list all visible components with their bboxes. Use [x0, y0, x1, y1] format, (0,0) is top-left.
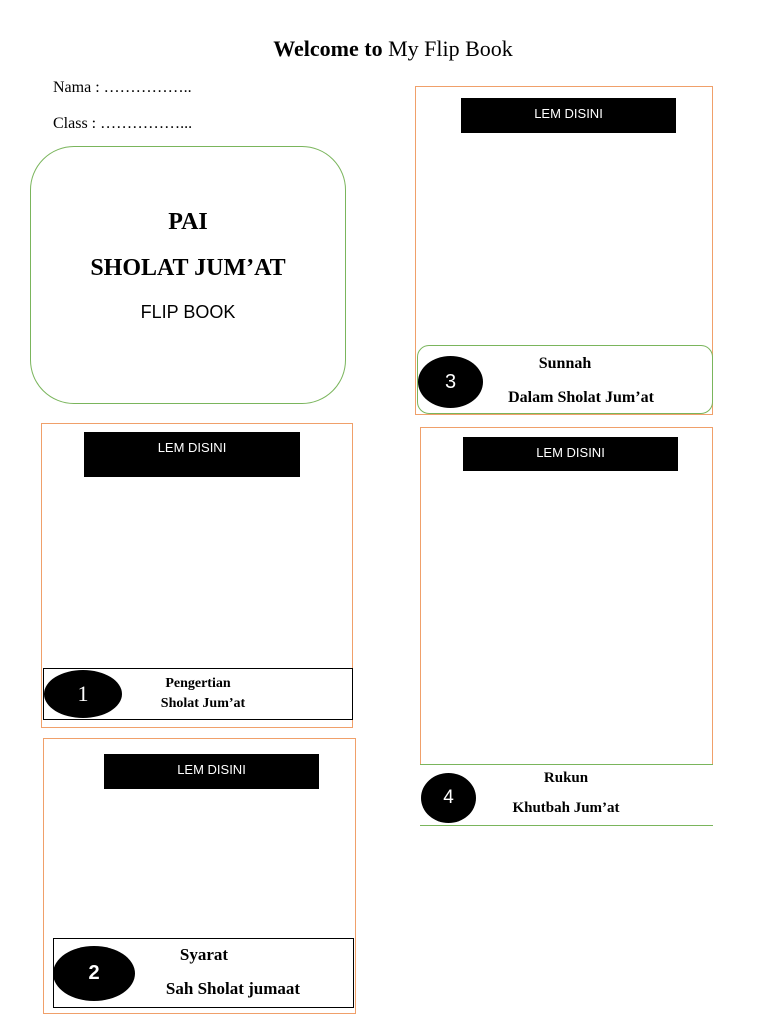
glue-here-label-1: LEM DISINI: [84, 432, 300, 477]
card-number-badge-2: 2: [53, 946, 135, 1001]
card-number-badge-1: 1: [44, 670, 122, 718]
cover-box: [30, 146, 346, 404]
card-caption-line2-2: Sah Sholat jumaat: [165, 979, 301, 998]
page-title: [0, 36, 768, 62]
title-rest: My Flip Book: [382, 36, 513, 61]
glue-here-label-4: LEM DISINI: [463, 437, 678, 471]
card-number-badge-3: 3: [418, 356, 483, 408]
cover-topic: SHOLAT JUM’AT: [90, 255, 286, 281]
cover-subject: PAI: [168, 209, 208, 235]
glue-here-label-2: LEM DISINI: [104, 754, 319, 789]
class-field: Class : ……………...: [53, 115, 193, 132]
title-bold: Welcome to: [273, 36, 383, 61]
card-caption-line2-4: Khutbah Jum’at: [512, 800, 620, 816]
card-caption-line1-4: Rukun: [543, 770, 589, 786]
card-number-badge-4: 4: [421, 773, 476, 823]
card-caption-line1-3: Sunnah: [538, 355, 592, 372]
card-caption-line1-1: Pengertian: [165, 676, 231, 691]
name-field: Nama : ……………..: [53, 79, 192, 96]
card-caption-line1-2: Syarat: [179, 945, 229, 964]
card-caption-line2-1: Sholat Jum’at: [160, 696, 246, 711]
cover-type: FLIP BOOK: [140, 302, 236, 322]
glue-here-label-3: LEM DISINI: [461, 98, 676, 133]
card-caption-line2-3: Dalam Sholat Jum’at: [508, 389, 654, 406]
